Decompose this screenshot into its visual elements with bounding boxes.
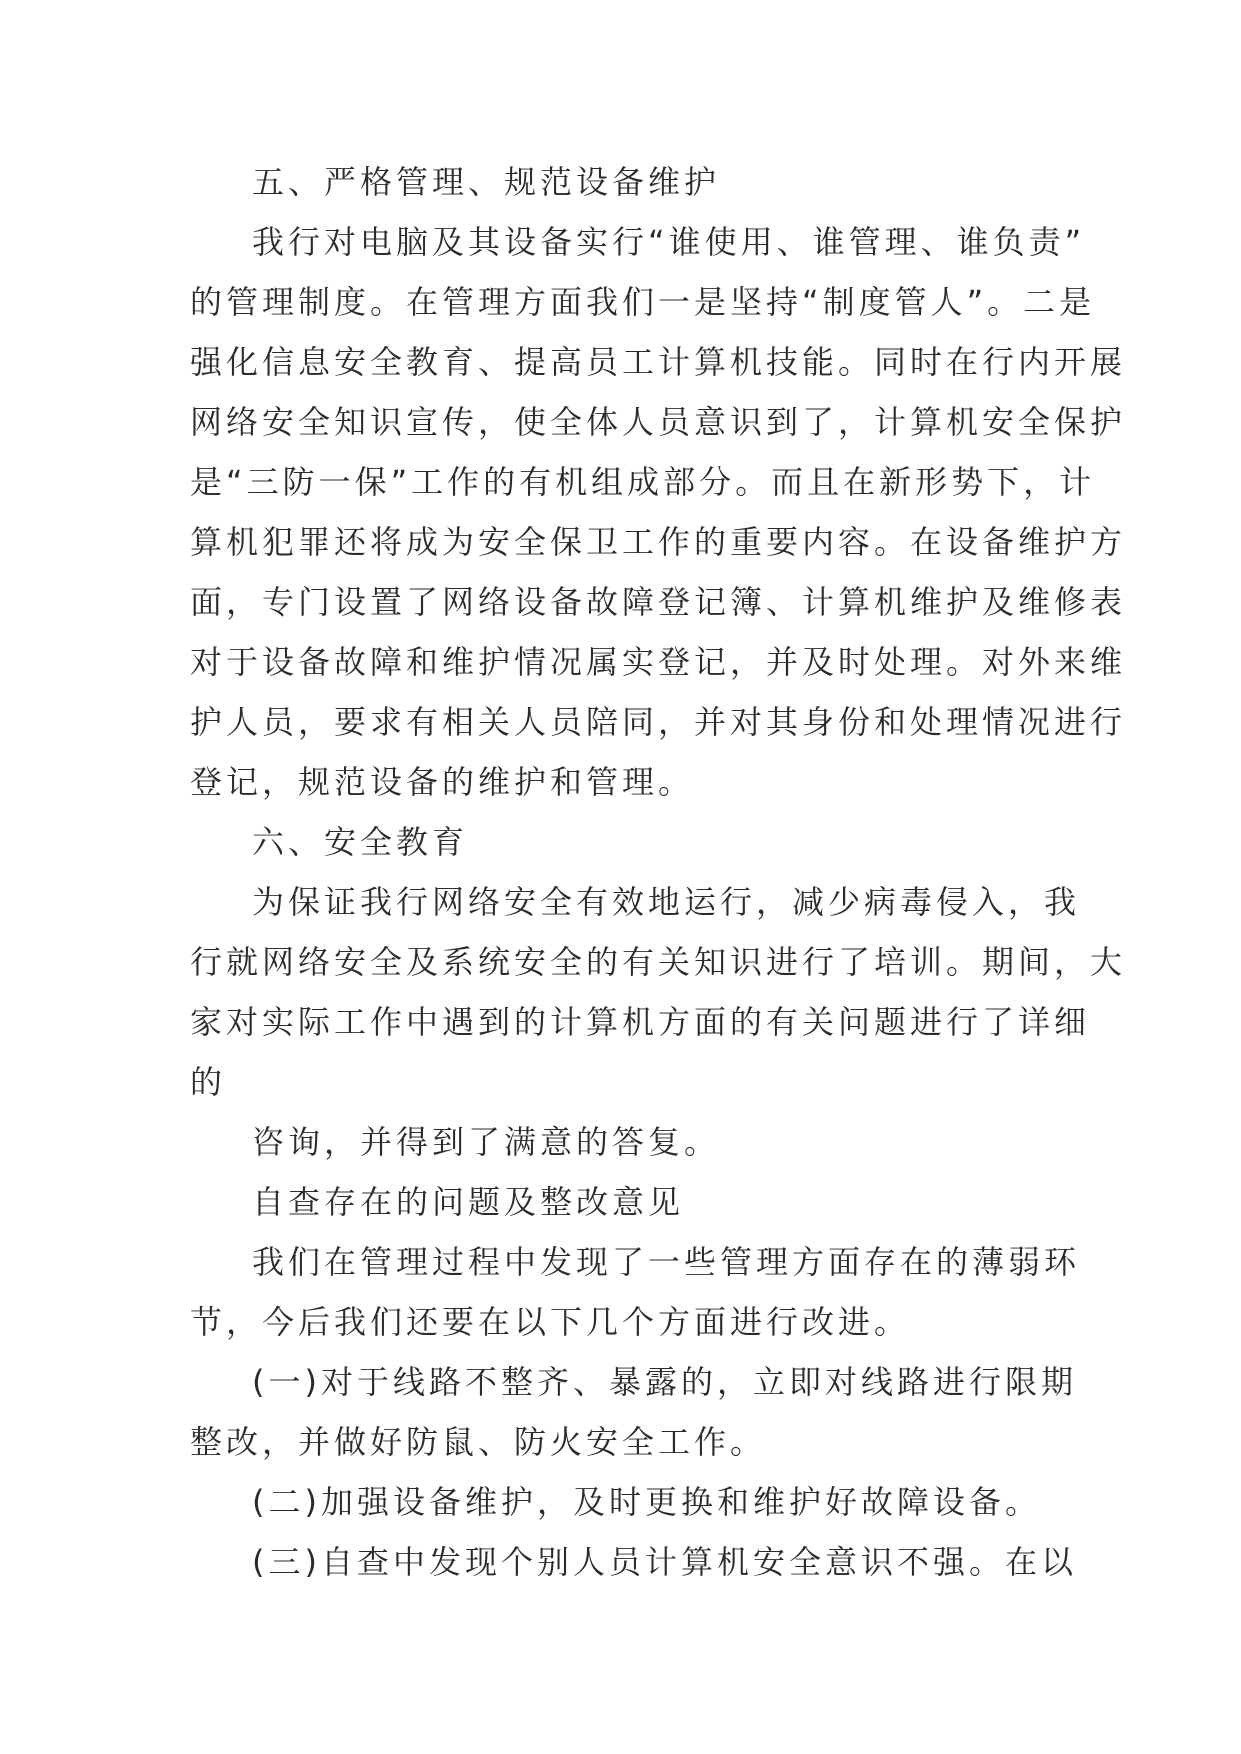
paragraph-line: 的 (190, 1063, 227, 1101)
paragraph-line: 家对实际工作中遇到的计算机方面的有关问题进行了详细 (190, 1003, 1091, 1041)
list-item-3: (三)自查中发现个别人员计算机安全意识不强。在以 (252, 1543, 1077, 1581)
paragraph-line: 行就网络安全及系统安全的有关知识进行了培训。期间，大 (190, 943, 1127, 981)
paragraph-line: 咨询，并得到了满意的答复。 (252, 1123, 721, 1161)
paragraph-line: 为保证我行网络安全有效地运行，减少病毒侵入，我 (252, 883, 1081, 921)
paragraph-line: 算机犯罪还将成为安全保卫工作的重要内容。在设备维护方 (190, 523, 1127, 561)
paragraph-line: 我行对电脑及其设备实行“谁使用、谁管理、谁负责” (252, 223, 1086, 261)
paragraph-line: 节，今后我们还要在以下几个方面进行改进。 (190, 1303, 911, 1341)
paragraph-line: 网络安全知识宣传，使全体人员意识到了，计算机安全保护 (190, 403, 1127, 441)
section-heading-self-check: 自查存在的问题及整改意见 (252, 1183, 685, 1221)
section-heading-5: 五、严格管理、规范设备维护 (252, 163, 721, 201)
paragraph-line: 我们在管理过程中发现了一些管理方面存在的薄弱环 (252, 1243, 1081, 1281)
document-body (190, 152, 1127, 1592)
list-item-1-continued: 整改，并做好防鼠、防火安全工作。 (190, 1423, 767, 1461)
paragraph-line: 护人员，要求有相关人员陪同，并对其身份和处理情况进行 (190, 703, 1127, 741)
list-item-1: (一)对于线路不整齐、暴露的，立即对线路进行限期 (252, 1363, 1077, 1401)
list-item-2: (二)加强设备维护，及时更换和维护好故障设备。 (252, 1483, 1041, 1521)
paragraph-line: 面，专门设置了网络设备故障登记簿、计算机维护及维修表 (190, 583, 1127, 621)
paragraph-line: 是“三防一保”工作的有机组成部分。而且在新形势下，计 (190, 463, 1096, 501)
paragraph-line: 对于设备故障和维护情况属实登记，并及时处理。对外来维 (190, 643, 1127, 681)
paragraph-line: 登记，规范设备的维护和管理。 (190, 763, 695, 801)
paragraph-line: 的管理制度。在管理方面我们一是坚持“制度管人”。二是 (190, 283, 1096, 321)
paragraph-line: 强化信息安全教育、提高员工计算机技能。同时在行内开展 (190, 343, 1127, 381)
section-heading-6: 六、安全教育 (252, 823, 469, 861)
